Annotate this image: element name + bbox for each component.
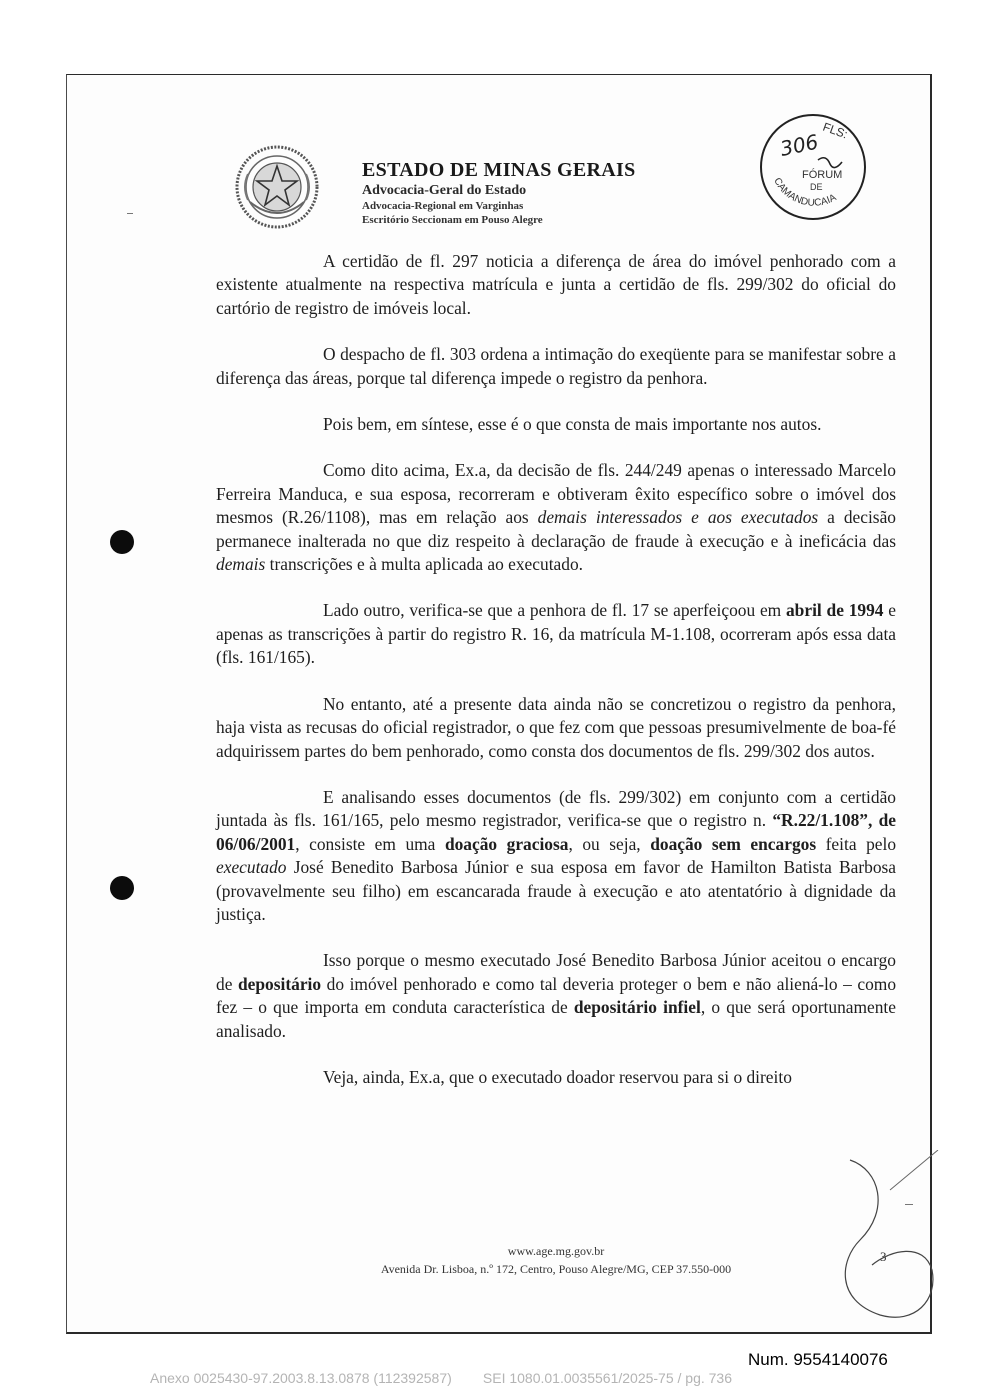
stamp-text-city: CAMANDUCAIA <box>771 176 839 209</box>
bold-text: doação sem encargos <box>650 833 817 854</box>
text-run: Pois bem, em síntese, esse é o que consta de mais importante nos autos. <box>323 414 822 435</box>
page-number: 3 <box>880 1249 887 1264</box>
italic-text: demais <box>216 554 266 575</box>
letterhead-regional: Advocacia-Regional em Varginhas <box>362 200 524 212</box>
text-run: do imóvel penhorado e como tal deveria proteger o bem e não aliená-lo – como fez – o que importa em conduta característica de <box>216 973 897 1018</box>
text-run: O despacho de fl. 303 ordena a intimação do exeqüente para se manifestar sobre a diferença das áreas, porque tal diferença impede o registro da penhora. <box>216 344 896 388</box>
text-run: a decisão permanece inalterada no que diz respeito à declaração de fraude à execução e à ineficácia das <box>216 507 896 551</box>
text-run: Isso porque o mesmo executado José Benedito Barbosa Júnior aceitou o encargo de <box>216 950 896 994</box>
paragraph <box>216 1066 896 1089</box>
stamp-fls-label: FLS: <box>820 119 850 142</box>
text-run: , consiste em uma <box>295 833 445 854</box>
document-body <box>216 250 896 1112</box>
stamp-text-de: DE <box>810 182 823 192</box>
paragraph <box>216 250 896 320</box>
letterhead-office: Escritório Seccionam em Pouso Alegre <box>362 214 543 226</box>
punch-hole-bottom <box>110 876 134 900</box>
text-run: José Benedito Barbosa Júnior e sua esposa em favor de Hamilton Batista Barbosa (provavelmente seu filho) em escancarada fraude à execução e ato atentatório à dignidade da justiça. <box>216 857 896 924</box>
italic-text: executado <box>216 857 287 878</box>
state-coat-of-arms-seal <box>234 144 320 230</box>
bold-text: depositário <box>237 973 322 994</box>
court-page-stamp <box>756 110 870 224</box>
svg-text:CAMANDUCAIA <box>771 176 838 209</box>
paragraph <box>216 786 896 926</box>
handwritten-initial-mark <box>820 1150 940 1330</box>
text-run: E analisando esses documentos (de fls. 299/302) em conjunto com a certidão juntada às fls. 161/165, pelo mesmo registrador, verifica-se que o registro n. <box>216 786 896 831</box>
footer-website: www.age.mg.gov.br <box>507 1244 605 1258</box>
stamp-text-forum: FÓRUM <box>802 169 843 181</box>
italic-text: demais interessados e aos executados <box>537 507 819 528</box>
text-run: Como dito acima, Ex.a, da decisão de fls. 244/249 apenas o interessado Marcelo Ferreira Manduca, e sua esposa, recorreram e obtiveram êxito específico sobre o imóvel dos mesmos (R.26/1108), mas em relação aos <box>216 460 896 528</box>
annex-reference: Anexo 0025430-97.2003.8.13.0878 (112392587) SEI 1080.01.0035561/2025-75 / pg. 736 <box>150 1370 732 1386</box>
text-run: Veja, ainda, Ex.a, que o executado doador reservou para si o direito <box>323 1066 792 1087</box>
text-run: , ou seja, <box>568 833 651 854</box>
text-run: Lado outro, verifica-se que a penhora de fl. 17 se aperfeiçoou em <box>323 600 786 621</box>
text-run: transcrições e à multa aplicada ao executado. <box>265 554 583 575</box>
svg-text:FÓRUM <box>802 168 842 181</box>
bold-text: depositário infiel <box>573 997 701 1018</box>
svg-text:DE <box>810 182 823 192</box>
bold-text: doação graciosa <box>444 833 569 854</box>
stamp-page-number: 306 <box>778 129 821 161</box>
letterhead-agency: Advocacia-Geral do Estado <box>362 183 527 198</box>
text-run: , o que será oportunamente analisado. <box>216 997 896 1041</box>
paragraph <box>216 949 896 1043</box>
text-run: e apenas as transcrições à partir do registro R. 16, da matrícula M-1.108, ocorreram após essa data (fls. 161/165). <box>216 600 896 668</box>
paragraph <box>216 343 896 390</box>
paragraph <box>216 413 896 436</box>
svg-text:FLS: <box>821 120 850 142</box>
bold-text: abril de 1994 <box>785 600 884 621</box>
bold-text: “R.22/1.108”, de 06/06/2001 <box>216 810 896 854</box>
document-number: Num. 9554140076 <box>748 1350 888 1369</box>
footer-address: Avenida Dr. Lisboa, n.º 172, Centro, Pouso Alegre/MG, CEP 37.550-000 <box>380 1262 732 1276</box>
text-run: No entanto, até a presente data ainda não se concretizou o registro da penhora, haja vista as recusas do oficial registrador, o que fez com que pessoas presumivelmente de boa-fé adquirissem partes do bem penhorado, como consta dos documentos de fls. 299/302 dos autos. <box>216 693 896 761</box>
text-run: feita pelo <box>816 833 897 854</box>
paragraph <box>216 693 896 763</box>
letterhead <box>362 158 636 227</box>
text-run: A certidão de fl. 297 noticia a diferença de área do imóvel penhorado com a existente atualmente na respectiva matrícula e junta a certidão de fls. 299/302 do oficial do cartório de registro de imóveis local. <box>216 251 896 318</box>
punch-hole-top <box>110 530 134 554</box>
letterhead-title: ESTADO DE MINAS GERAIS <box>362 159 636 181</box>
paragraph <box>216 599 896 669</box>
svg-text:306 <box>778 129 820 160</box>
paragraph <box>216 459 896 576</box>
margin-mark <box>127 213 133 214</box>
